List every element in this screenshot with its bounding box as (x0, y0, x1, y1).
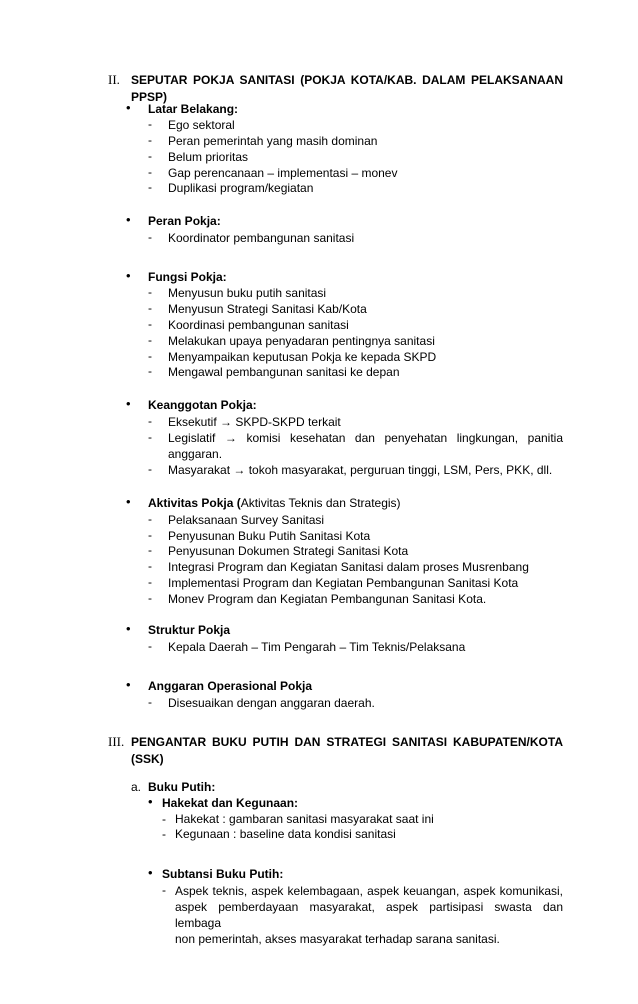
dash-icon: - (162, 827, 166, 841)
list-heading: Fungsi Pokja: (148, 270, 227, 284)
list-item: Disesuaikan dengan anggaran daerah. (168, 696, 375, 710)
list-item-line: non pemerintah, akses masyarakat terhadap sarana sanitasi. (175, 932, 500, 946)
list-item (168, 414, 563, 430)
list-item: Pelaksanaan Survey Sanitasi (168, 513, 325, 527)
dash-icon: - (148, 695, 152, 709)
dash-icon: - (162, 812, 166, 826)
list-item: Monev Program dan Kegiatan Pembangunan Sanitasi Kota. (168, 592, 487, 606)
section-title-line: PENGANTAR BUKU PUTIH DAN STRATEGI SANITASI KABUPATEN/KOTA (131, 735, 563, 749)
list-item (168, 462, 563, 478)
list-item: Kepala Daerah – Tim Pengarah – Tim Teknis/Pelaksana (168, 640, 466, 654)
dash-icon: - (148, 149, 152, 163)
dash-icon: - (148, 414, 152, 428)
dash-icon: - (148, 301, 152, 315)
bullet-icon: • (148, 865, 153, 880)
bullet-icon: • (126, 212, 131, 227)
list-heading: Anggaran Operasional Pokja (148, 679, 313, 693)
bullet-icon: • (126, 396, 131, 411)
member-detail: tokoh masyarakat, perguruan tinggi, LSM, Pers, PKK, dll. (248, 463, 553, 477)
arrow-right-icon: → (224, 431, 237, 445)
list-item: Melakukan upaya penyadaran pentingnya sanitasi (168, 334, 435, 348)
list-item (168, 430, 563, 462)
dash-icon: - (148, 117, 152, 131)
dash-icon: - (148, 430, 152, 444)
list-item: Ego sektoral (168, 118, 235, 132)
list-item: Belum prioritas (168, 150, 249, 164)
list-item: Penyusunan Dokumen Strategi Sanitasi Kota (168, 544, 409, 558)
section-title (131, 734, 563, 768)
list-heading: Peran Pokja: (148, 214, 221, 228)
dash-icon: - (148, 575, 152, 589)
bullet-icon: • (126, 621, 131, 636)
bullet-icon: • (126, 268, 131, 283)
dash-icon: - (148, 285, 152, 299)
section-title-line: (SSK) (131, 752, 164, 766)
list-heading: Keanggotan Pokja: (148, 398, 257, 412)
list-item: Mengawal pembangunan sanitasi ke depan (168, 365, 400, 379)
list-item: Hakekat : gambaran sanitasi masyarakat saat ini (175, 812, 434, 826)
dash-icon: - (148, 512, 152, 526)
dash-icon: - (162, 883, 166, 897)
list-item-line: Aspek teknis, aspek kelembagaan, aspek keuangan, aspek komunikasi, (175, 884, 563, 898)
list-item: Koordinator pembangunan sanitasi (168, 231, 355, 245)
dash-icon: - (148, 230, 152, 244)
list-item: Kegunaan : baseline data kondisi sanitasi (175, 827, 396, 841)
list-item: Peran pemerintah yang masih dominan (168, 134, 378, 148)
dash-icon: - (148, 559, 152, 573)
member-detail: komisi kesehatan dan penyehatan lingkungan, panitia (246, 431, 564, 445)
list-item: Menyusun buku putih sanitasi (168, 286, 327, 300)
member-group: Masyarakat (168, 463, 231, 477)
bullet-icon: • (148, 794, 153, 809)
member-group: Eksekutif (168, 415, 217, 429)
arrow-right-icon: → (233, 463, 246, 477)
list-heading-text: Aktivitas Pokja ( (148, 496, 241, 510)
dash-icon: - (148, 528, 152, 542)
list-item-line: anggaran. (168, 447, 223, 461)
subsection-title: Buku Putih: (148, 780, 216, 794)
section-title (131, 72, 563, 106)
list-item: Implementasi Program dan Kegiatan Pembangunan Sanitasi Kota (168, 576, 519, 590)
list-heading: Subtansi Buku Putih: (162, 867, 284, 881)
dash-icon: - (148, 349, 152, 363)
member-group: Legislatif (168, 431, 216, 445)
bullet-icon: • (126, 677, 131, 692)
member-detail: SKPD-SKPD terkait (235, 415, 341, 429)
list-item: Menyampaikan keputusan Pokja ke kepada SKPD (168, 350, 437, 364)
list-heading (148, 496, 401, 510)
section-number: III. (108, 734, 125, 749)
dash-icon: - (148, 165, 152, 179)
list-heading: Hakekat dan Kegunaan: (162, 796, 299, 810)
dash-icon: - (148, 591, 152, 605)
dash-icon: - (148, 180, 152, 194)
dash-icon: - (148, 364, 152, 378)
list-heading: Latar Belakang: (148, 102, 239, 116)
list-item: Gap perencanaan – implementasi – monev (168, 166, 398, 180)
list-item: Duplikasi program/kegiatan (168, 181, 314, 195)
list-item (175, 883, 563, 947)
arrow-right-icon: → (220, 415, 233, 429)
dash-icon: - (148, 543, 152, 557)
list-item-line: aspek pemberdayaan masyarakat, aspek partisipasi swasta dan lembaga (175, 900, 563, 930)
list-item: Menyusun Strategi Sanitasi Kab/Kota (168, 302, 367, 316)
list-item-line (168, 430, 563, 446)
dash-icon: - (148, 317, 152, 331)
subsection-letter: a. (131, 780, 142, 794)
list-item: Penyusunan Buku Putih Sanitasi Kota (168, 529, 371, 543)
bullet-icon: • (126, 494, 131, 509)
dash-icon: - (148, 639, 152, 653)
dash-icon: - (148, 462, 152, 476)
dash-icon: - (148, 333, 152, 347)
section-number: II. (108, 72, 120, 87)
dash-icon: - (148, 133, 152, 147)
list-heading-suffix: Aktivitas Teknis dan Strategis) (240, 496, 401, 510)
bullet-icon: • (126, 100, 131, 115)
section-title-line: PPSP) (131, 90, 168, 104)
section-title-line: SEPUTAR POKJA SANITASI (POKJA KOTA/KAB. DALAM PELAKSANAAN (131, 73, 563, 87)
list-heading: Struktur Pokja (148, 623, 231, 637)
list-item: Koordinasi pembangunan sanitasi (168, 318, 349, 332)
list-item: Integrasi Program dan Kegiatan Sanitasi dalam proses Musrenbang (168, 560, 529, 574)
